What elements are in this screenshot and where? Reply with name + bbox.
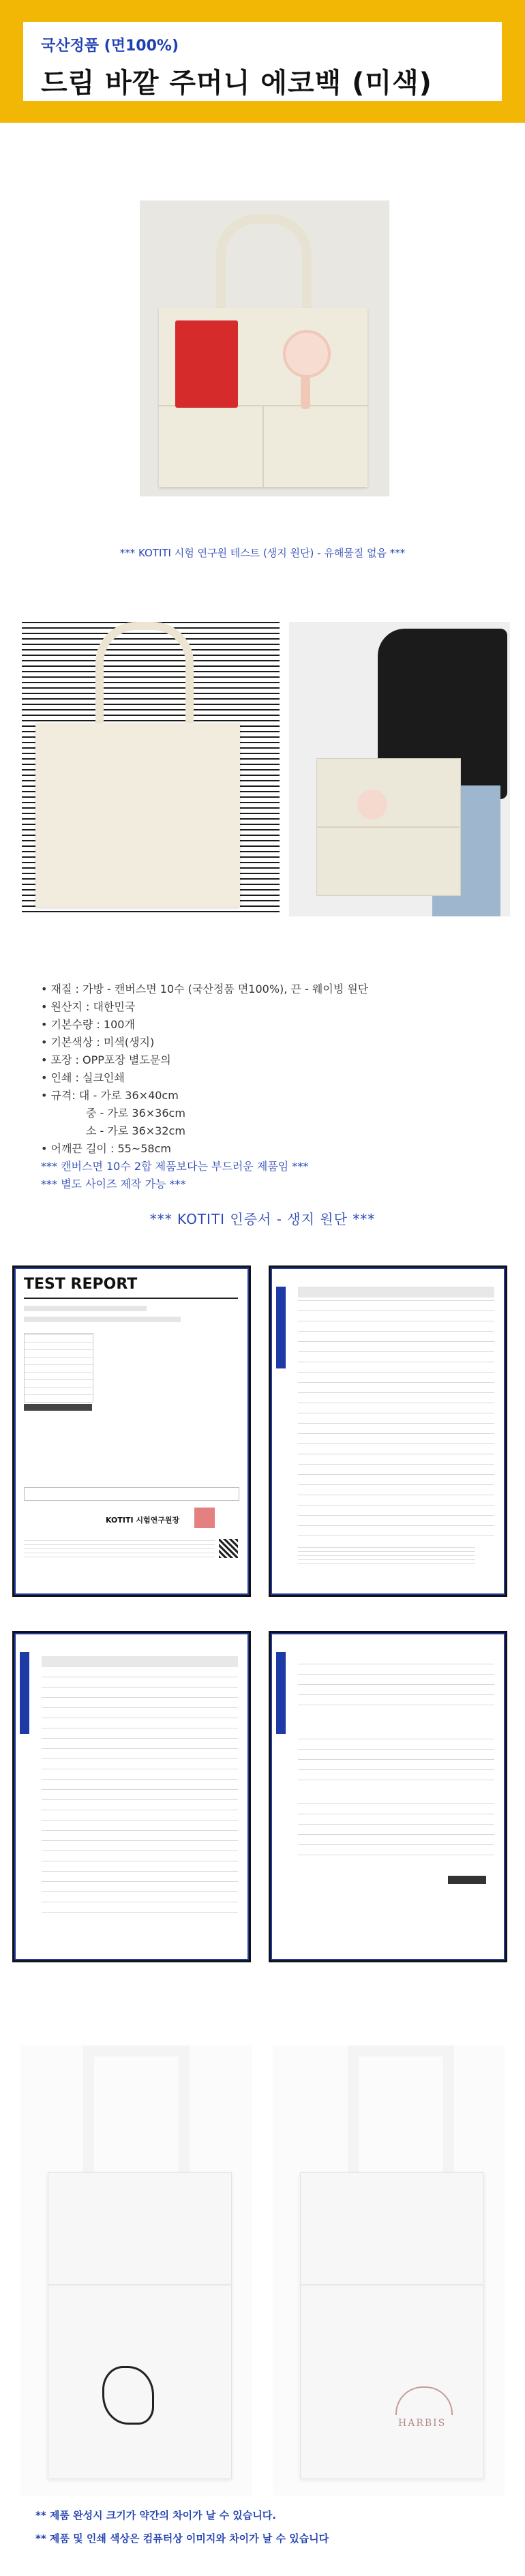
side-logo — [276, 1652, 286, 1734]
bag-pocket-line — [48, 2284, 230, 2286]
spec-item: • 규격: 대 - 가로 36×40cm — [41, 1089, 179, 1102]
side-logo — [20, 1652, 29, 1734]
page-title: 드림 바깥 주머니 에코백 (미색) — [41, 68, 432, 99]
certificate-page-2 — [269, 1265, 507, 1597]
fan-handle — [301, 375, 310, 409]
table-header — [24, 1404, 92, 1411]
mini-fan — [283, 330, 331, 378]
bag-body — [48, 2172, 232, 2479]
spec-note: *** 캔버스면 10수 2합 제품보다는 부드러운 제품임 *** — [41, 1160, 309, 1173]
text-line — [24, 1306, 147, 1311]
footer-text — [24, 1540, 215, 1561]
certificate-page-4 — [269, 1631, 507, 1962]
spec-item: • 기본수량 : 100개 — [41, 1018, 135, 1031]
results-table — [298, 1735, 494, 1790]
footer-note: ** 제품 및 인쇄 색상은 컴퓨터상 이미지와 차이가 날 수 있습니다 — [35, 2532, 329, 2545]
spec-item: • 포장 : OPP포장 별도문의 — [41, 1053, 171, 1066]
bag-body — [300, 2172, 484, 2479]
print-sample-left — [20, 2046, 252, 2496]
rule — [24, 1298, 238, 1299]
results-table — [42, 1656, 238, 1922]
results-table — [298, 1660, 494, 1715]
header-subtitle: 국산정품 (면100%) — [41, 38, 179, 55]
spec-item: 소 - 가로 36×32cm — [86, 1124, 185, 1137]
print-sample-right — [273, 2046, 505, 2496]
bag-handle — [95, 622, 194, 732]
footer-note: ** 제품 완성시 크기가 약간의 차이가 날 수 있습니다. — [35, 2509, 276, 2521]
end-mark — [448, 1876, 486, 1884]
spec-note: *** 별도 사이즈 제작 가능 *** — [41, 1178, 186, 1190]
bag-body — [35, 723, 240, 907]
bag-handle — [83, 2046, 190, 2186]
certificate-page-1 — [12, 1265, 251, 1597]
spec-item: • 원산지 : 대한민국 — [41, 1000, 136, 1013]
text-line — [24, 1317, 181, 1322]
results-table — [298, 1803, 494, 1865]
spec-list — [41, 980, 491, 1193]
cartoon-print-icon — [102, 2366, 154, 2425]
product-photo-model — [289, 622, 510, 916]
spec-item: • 재질 : 가방 - 캔버스면 10수 (국산정품 면100%), 끈 - 웨이빙 원단 — [41, 983, 369, 995]
product-photo-stripes — [22, 622, 280, 916]
bag-pocket-line — [300, 2284, 483, 2286]
signature-box — [24, 1487, 239, 1501]
table-header — [298, 1287, 494, 1298]
spec-item: • 어깨끈 길이 : 55~58cm — [41, 1142, 171, 1155]
product-photo-flatlay — [140, 200, 389, 496]
table-header — [42, 1656, 238, 1667]
report-heading: TEST REPORT — [24, 1276, 138, 1293]
certificate-title: *** KOTITI 인증서 - 생지 원단 *** — [149, 1211, 376, 1227]
side-logo — [276, 1287, 286, 1368]
mini-fan — [357, 790, 387, 820]
results-table — [298, 1287, 494, 1546]
certificate-page-3 — [12, 1631, 251, 1962]
print-brand-right: HARBIS — [398, 2418, 447, 2429]
official-seal — [194, 1508, 215, 1528]
bag-handle — [348, 2046, 454, 2186]
spec-item: • 인쇄 : 실크인쇄 — [41, 1071, 125, 1084]
photo-caption: *** KOTITI 시험 연구원 테스트 (생지 원단) - 유해물질 없음 *** — [119, 547, 406, 559]
info-table — [24, 1333, 93, 1403]
spec-item: 중 - 가로 36×36cm — [86, 1107, 185, 1120]
qr-code-icon — [219, 1539, 238, 1558]
footer-notes — [35, 2504, 329, 2550]
footer-text — [298, 1547, 475, 1568]
lab-name: KOTITI 시험연구원장 — [106, 1516, 180, 1525]
red-book — [175, 320, 238, 408]
bag-pocket-divider — [262, 405, 264, 487]
bag-pocket-line — [316, 826, 460, 828]
spec-item: • 기본색상 : 미색(생지) — [41, 1036, 155, 1049]
